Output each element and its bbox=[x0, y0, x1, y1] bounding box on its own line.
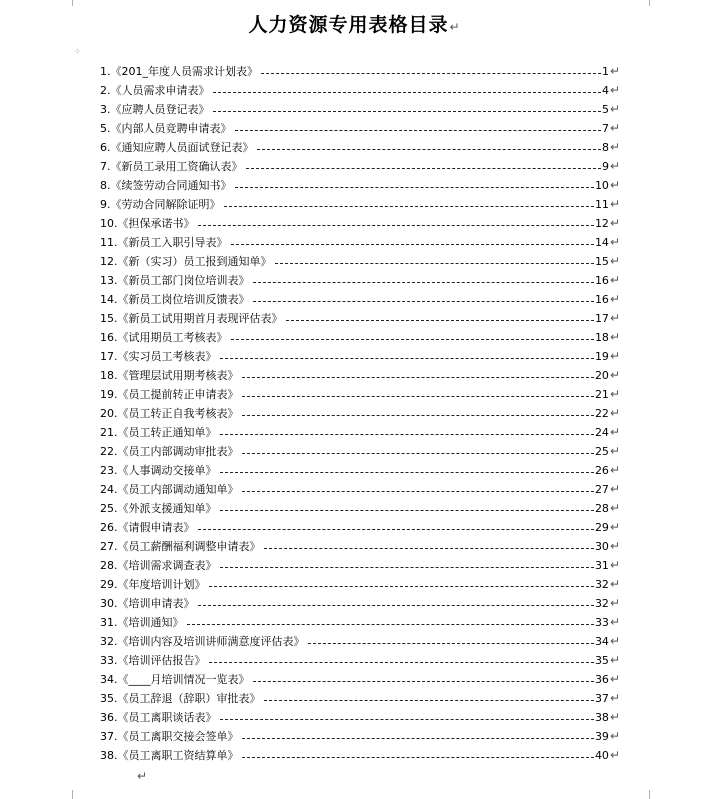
toc-entry[interactable] bbox=[100, 518, 620, 537]
toc-entry-title: 《人员需求申请表》 bbox=[110, 84, 210, 97]
toc-dot-leader bbox=[209, 585, 594, 587]
crop-mark-bottom-left bbox=[60, 790, 73, 799]
toc-entry[interactable] bbox=[100, 290, 620, 309]
toc-entry-number: 27. bbox=[100, 540, 118, 553]
toc-entry-title: 《续签劳动合同通知书》 bbox=[110, 179, 232, 192]
toc-entry-page-number: 34 bbox=[594, 635, 609, 648]
toc-entry-number: 2. bbox=[100, 84, 111, 97]
paragraph-mark-icon: ↵ bbox=[449, 20, 461, 34]
paragraph-mark-icon: ↵ bbox=[609, 463, 620, 477]
toc-entry-title: 《员工转正通知单》 bbox=[117, 426, 217, 439]
toc-entry-title: 《培训申请表》 bbox=[117, 597, 195, 610]
toc-entry-page-number: 5 bbox=[601, 103, 609, 116]
toc-entry-page-number: 15 bbox=[594, 255, 609, 268]
toc-entry-page-number: 30 bbox=[594, 540, 609, 553]
toc-entry-number: 12. bbox=[100, 255, 118, 268]
toc-entry[interactable] bbox=[100, 252, 620, 271]
toc-entry-number: 34. bbox=[100, 673, 118, 686]
paragraph-mark-icon: ↵ bbox=[609, 121, 620, 135]
toc-entry[interactable] bbox=[100, 708, 620, 727]
toc-entry[interactable] bbox=[100, 670, 620, 689]
toc-dot-leader bbox=[220, 509, 594, 511]
paragraph-mark-icon: ↵ bbox=[609, 159, 620, 173]
anchor-icon: ⁘ bbox=[74, 47, 81, 56]
toc-entry-number: 32. bbox=[100, 635, 118, 648]
toc-entry-title: 《年度培训计划》 bbox=[117, 578, 206, 591]
toc-entry[interactable] bbox=[100, 480, 620, 499]
toc-dot-leader bbox=[261, 72, 601, 74]
paragraph-mark-icon: ↵ bbox=[609, 653, 620, 667]
toc-entry-page-number: 26 bbox=[594, 464, 609, 477]
toc-entry-page-number: 24 bbox=[594, 426, 609, 439]
toc-entry[interactable] bbox=[100, 157, 620, 176]
toc-dot-leader bbox=[209, 661, 594, 663]
toc-dot-leader bbox=[220, 566, 594, 568]
toc-entry-number: 9. bbox=[100, 198, 111, 211]
toc-entry-number: 10. bbox=[100, 217, 118, 230]
toc-dot-leader bbox=[198, 224, 594, 226]
toc-entry-number: 3. bbox=[100, 103, 111, 116]
paragraph-mark-icon: ↵ bbox=[609, 710, 620, 724]
toc-entry-title: 《培训评估报告》 bbox=[117, 654, 206, 667]
toc-entry[interactable] bbox=[100, 366, 620, 385]
toc-entry-number: 31. bbox=[100, 616, 118, 629]
toc-dot-leader bbox=[253, 680, 594, 682]
toc-entry-number: 17. bbox=[100, 350, 118, 363]
paragraph-mark-icon: ↵ bbox=[609, 254, 620, 268]
toc-entry[interactable] bbox=[100, 651, 620, 670]
toc-entry-title: 《新员工录用工资确认表》 bbox=[110, 160, 243, 173]
toc-entry-title: 《员工离职谈话表》 bbox=[117, 711, 217, 724]
paragraph-mark-icon: ↵ bbox=[609, 387, 620, 401]
toc-entry[interactable] bbox=[100, 138, 620, 157]
paragraph-mark-icon: ↵ bbox=[609, 539, 620, 553]
toc-entry-page-number: 11 bbox=[594, 198, 609, 211]
toc-entry-page-number: 38 bbox=[594, 711, 609, 724]
paragraph-mark-icon: ↵ bbox=[609, 178, 620, 192]
toc-entry-page-number: 17 bbox=[594, 312, 609, 325]
toc-entry-title: 《新员工部门岗位培训表》 bbox=[117, 274, 250, 287]
paragraph-mark-icon: ↵ bbox=[609, 729, 620, 743]
toc-dot-leader bbox=[246, 167, 601, 169]
toc-entry-page-number: 19 bbox=[594, 350, 609, 363]
toc-dot-leader bbox=[242, 414, 594, 416]
toc-entry-title: 《实习员工考核表》 bbox=[117, 350, 217, 363]
paragraph-mark-icon: ↵ bbox=[609, 596, 620, 610]
toc-entry-page-number: 35 bbox=[594, 654, 609, 667]
toc-entry-number: 14. bbox=[100, 293, 118, 306]
toc-entry-title: 《内部人员竞聘申请表》 bbox=[110, 122, 232, 135]
paragraph-mark-icon: ↵ bbox=[609, 501, 620, 515]
toc-entry[interactable] bbox=[100, 100, 620, 119]
toc-entry-title: 《人事调动交接单》 bbox=[117, 464, 217, 477]
toc-entry[interactable] bbox=[100, 499, 620, 518]
toc-entry-title: 《请假申请表》 bbox=[117, 521, 195, 534]
toc-entry-number: 18. bbox=[100, 369, 118, 382]
toc-entry-title: 《员工离职交接会签单》 bbox=[117, 730, 239, 743]
paragraph-mark-icon: ↵ bbox=[609, 64, 620, 78]
paragraph-mark-icon: ↵ bbox=[609, 330, 620, 344]
paragraph-mark-icon: ↵ bbox=[609, 672, 620, 686]
toc-entry-number: 1. bbox=[100, 65, 111, 78]
toc-entry-page-number: 25 bbox=[594, 445, 609, 458]
toc-entry-page-number: 31 bbox=[594, 559, 609, 572]
toc-entry-page-number: 27 bbox=[594, 483, 609, 496]
toc-dot-leader bbox=[264, 699, 594, 701]
toc-entry[interactable] bbox=[100, 746, 620, 765]
document-title-text: 人力资源专用表格目录 bbox=[248, 14, 449, 36]
toc-dot-leader bbox=[198, 604, 594, 606]
toc-dot-leader bbox=[231, 338, 594, 340]
paragraph-mark-icon: ↵ bbox=[609, 102, 620, 116]
toc-dot-leader bbox=[220, 471, 594, 473]
table-of-contents bbox=[100, 62, 620, 765]
paragraph-mark-icon: ↵ bbox=[609, 83, 620, 97]
toc-dot-leader bbox=[220, 357, 594, 359]
paragraph-mark-icon: ↵ bbox=[609, 577, 620, 591]
toc-entry[interactable] bbox=[100, 575, 620, 594]
toc-dot-leader bbox=[198, 528, 594, 530]
toc-entry-page-number: 28 bbox=[594, 502, 609, 515]
toc-entry[interactable] bbox=[100, 328, 620, 347]
toc-entry-title: 《新员工试用期首月表现评估表》 bbox=[117, 312, 283, 325]
toc-entry-number: 29. bbox=[100, 578, 118, 591]
toc-entry-number: 7. bbox=[100, 160, 111, 173]
crop-mark-top-right bbox=[649, 0, 662, 6]
toc-entry-number: 22. bbox=[100, 445, 118, 458]
toc-entry-title: 《新员工岗位培训反馈表》 bbox=[117, 293, 250, 306]
toc-entry-page-number: 16 bbox=[594, 293, 609, 306]
toc-dot-leader bbox=[242, 737, 594, 739]
paragraph-mark-icon: ↵ bbox=[609, 406, 620, 420]
toc-entry-title: 《201_年度人员需求计划表》 bbox=[110, 65, 258, 78]
paragraph-mark-icon: ↵ bbox=[609, 482, 620, 496]
paragraph-mark-icon: ↵ bbox=[609, 235, 620, 249]
toc-dot-leader bbox=[253, 281, 594, 283]
toc-entry-page-number: 37 bbox=[594, 692, 609, 705]
toc-entry[interactable] bbox=[100, 385, 620, 404]
paragraph-mark-icon: ↵ bbox=[609, 520, 620, 534]
toc-entry-number: 21. bbox=[100, 426, 118, 439]
toc-entry-number: 13. bbox=[100, 274, 118, 287]
toc-entry-page-number: 8 bbox=[601, 141, 609, 154]
toc-dot-leader bbox=[308, 642, 594, 644]
toc-entry-number: 15. bbox=[100, 312, 118, 325]
toc-entry-number: 37. bbox=[100, 730, 118, 743]
toc-dot-leader bbox=[224, 205, 594, 207]
paragraph-mark-icon: ↵ bbox=[609, 349, 620, 363]
toc-entry-number: 11. bbox=[100, 236, 118, 249]
toc-entry-page-number: 4 bbox=[601, 84, 609, 97]
toc-entry[interactable] bbox=[100, 556, 620, 575]
toc-entry-number: 23. bbox=[100, 464, 118, 477]
toc-entry-number: 19. bbox=[100, 388, 118, 401]
toc-entry-number: 6. bbox=[100, 141, 111, 154]
toc-entry-title: 《通知应聘人员面试登记表》 bbox=[110, 141, 254, 154]
paragraph-mark-icon: ↵ bbox=[609, 292, 620, 306]
toc-entry-number: 33. bbox=[100, 654, 118, 667]
toc-entry[interactable] bbox=[100, 309, 620, 328]
crop-mark-bottom-right bbox=[649, 790, 662, 799]
toc-entry-title: 《员工离职工资结算单》 bbox=[117, 749, 239, 762]
toc-dot-leader bbox=[257, 148, 601, 150]
toc-entry[interactable] bbox=[100, 689, 620, 708]
toc-entry-title: 《担保承诺书》 bbox=[117, 217, 195, 230]
toc-entry-page-number: 21 bbox=[594, 388, 609, 401]
paragraph-mark-icon: ↵ bbox=[609, 425, 620, 439]
paragraph-mark-icon: ↵ bbox=[609, 368, 620, 382]
toc-entry-title: 《员工辞退（辞职）审批表》 bbox=[117, 692, 261, 705]
toc-entry[interactable] bbox=[100, 62, 620, 81]
toc-entry-page-number: 32 bbox=[594, 578, 609, 591]
toc-entry-page-number: 33 bbox=[594, 616, 609, 629]
toc-entry-title: 《应聘人员登记表》 bbox=[110, 103, 210, 116]
toc-entry-title: 《培训需求调查表》 bbox=[117, 559, 217, 572]
toc-entry[interactable] bbox=[100, 461, 620, 480]
toc-entry-title: 《新（实习）员工报到通知单》 bbox=[117, 255, 272, 268]
toc-entry-number: 26. bbox=[100, 521, 118, 534]
toc-dot-leader bbox=[264, 547, 594, 549]
toc-dot-leader bbox=[242, 395, 594, 397]
toc-entry-page-number: 18 bbox=[594, 331, 609, 344]
paragraph-mark-icon: ↵ bbox=[609, 691, 620, 705]
toc-entry-title: 《员工提前转正申请表》 bbox=[117, 388, 239, 401]
toc-entry-title: 《试用期员工考核表》 bbox=[117, 331, 228, 344]
toc-entry-title: 《培训内容及培训讲师满意度评估表》 bbox=[117, 635, 305, 648]
toc-dot-leader bbox=[235, 129, 601, 131]
paragraph-mark-icon: ↵ bbox=[609, 615, 620, 629]
paragraph-mark-icon: ↵ bbox=[609, 197, 620, 211]
toc-dot-leader bbox=[253, 300, 594, 302]
paragraph-mark-icon: ↵ bbox=[609, 273, 620, 287]
toc-entry-title: 《员工薪酬福利调整申请表》 bbox=[117, 540, 261, 553]
toc-entry-number: 20. bbox=[100, 407, 118, 420]
toc-entry[interactable] bbox=[100, 404, 620, 423]
toc-entry-number: 25. bbox=[100, 502, 118, 515]
toc-entry-page-number: 22 bbox=[594, 407, 609, 420]
toc-entry-page-number: 1 bbox=[601, 65, 609, 78]
toc-entry[interactable] bbox=[100, 214, 620, 233]
toc-dot-leader bbox=[187, 623, 594, 625]
toc-entry-page-number: 20 bbox=[594, 369, 609, 382]
toc-entry[interactable] bbox=[100, 195, 620, 214]
toc-dot-leader bbox=[275, 262, 594, 264]
paragraph-mark-icon: ↵ bbox=[609, 558, 620, 572]
toc-entry-title: 《劳动合同解除证明》 bbox=[110, 198, 221, 211]
toc-entry-page-number: 36 bbox=[594, 673, 609, 686]
toc-dot-leader bbox=[213, 110, 601, 112]
paragraph-mark-icon: ↵ bbox=[609, 311, 620, 325]
toc-entry[interactable] bbox=[100, 442, 620, 461]
toc-entry-page-number: 40 bbox=[594, 749, 609, 762]
toc-entry[interactable] bbox=[100, 81, 620, 100]
toc-entry[interactable] bbox=[100, 176, 620, 195]
toc-dot-leader bbox=[242, 756, 594, 758]
toc-dot-leader bbox=[220, 433, 594, 435]
toc-entry-page-number: 10 bbox=[594, 179, 609, 192]
toc-entry[interactable] bbox=[100, 632, 620, 651]
toc-entry-page-number: 32 bbox=[594, 597, 609, 610]
toc-entry-number: 28. bbox=[100, 559, 118, 572]
toc-entry-number: 38. bbox=[100, 749, 118, 762]
toc-entry-number: 30. bbox=[100, 597, 118, 610]
toc-entry[interactable] bbox=[100, 271, 620, 290]
toc-entry-page-number: 16 bbox=[594, 274, 609, 287]
toc-entry-title: 《培训通知》 bbox=[117, 616, 184, 629]
toc-entry[interactable] bbox=[100, 594, 620, 613]
toc-entry[interactable] bbox=[100, 119, 620, 138]
toc-dot-leader bbox=[213, 91, 601, 93]
toc-entry-number: 8. bbox=[100, 179, 111, 192]
paragraph-mark-icon: ↵ bbox=[609, 216, 620, 230]
toc-entry[interactable] bbox=[100, 423, 620, 442]
paragraph-mark-icon: ↵ bbox=[609, 748, 620, 762]
paragraph-mark-icon: ↵ bbox=[609, 444, 620, 458]
toc-entry-number: 36. bbox=[100, 711, 118, 724]
toc-entry-page-number: 7 bbox=[601, 122, 609, 135]
toc-entry-page-number: 29 bbox=[594, 521, 609, 534]
toc-entry-title: 《员工转正自我考核表》 bbox=[117, 407, 239, 420]
toc-entry[interactable] bbox=[100, 233, 620, 252]
paragraph-mark-icon: ↵ bbox=[609, 140, 620, 154]
toc-dot-leader bbox=[235, 186, 594, 188]
toc-entry-title: 《____月培训情况一览表》 bbox=[117, 673, 250, 686]
toc-entry-number: 16. bbox=[100, 331, 118, 344]
toc-dot-leader bbox=[242, 490, 594, 492]
toc-entry-number: 35. bbox=[100, 692, 118, 705]
toc-dot-leader bbox=[231, 243, 594, 245]
toc-entry-page-number: 14 bbox=[594, 236, 609, 249]
toc-entry-number: 24. bbox=[100, 483, 118, 496]
toc-dot-leader bbox=[242, 376, 594, 378]
toc-dot-leader bbox=[286, 319, 594, 321]
crop-mark-top-left bbox=[60, 0, 73, 6]
toc-entry-number: 5. bbox=[100, 122, 111, 135]
toc-dot-leader bbox=[220, 718, 594, 720]
toc-entry-title: 《员工内部调动通知单》 bbox=[117, 483, 239, 496]
toc-entry-title: 《管理层试用期考核表》 bbox=[117, 369, 239, 382]
toc-entry-title: 《新员工入职引导表》 bbox=[117, 236, 228, 249]
paragraph-mark-icon: ↵ bbox=[609, 634, 620, 648]
toc-entry-page-number: 12 bbox=[594, 217, 609, 230]
toc-entry[interactable] bbox=[100, 537, 620, 556]
toc-entry-title: 《员工内部调动审批表》 bbox=[117, 445, 239, 458]
paragraph-mark-icon: ↵ bbox=[137, 769, 148, 783]
toc-entry-page-number: 39 bbox=[594, 730, 609, 743]
toc-entry-page-number: 9 bbox=[601, 160, 609, 173]
toc-entry[interactable] bbox=[100, 347, 620, 366]
toc-dot-leader bbox=[242, 452, 594, 454]
toc-entry-title: 《外派支援通知单》 bbox=[117, 502, 217, 515]
toc-entry[interactable] bbox=[100, 727, 620, 746]
toc-entry[interactable] bbox=[100, 613, 620, 632]
document-title[interactable] bbox=[0, 10, 709, 37]
